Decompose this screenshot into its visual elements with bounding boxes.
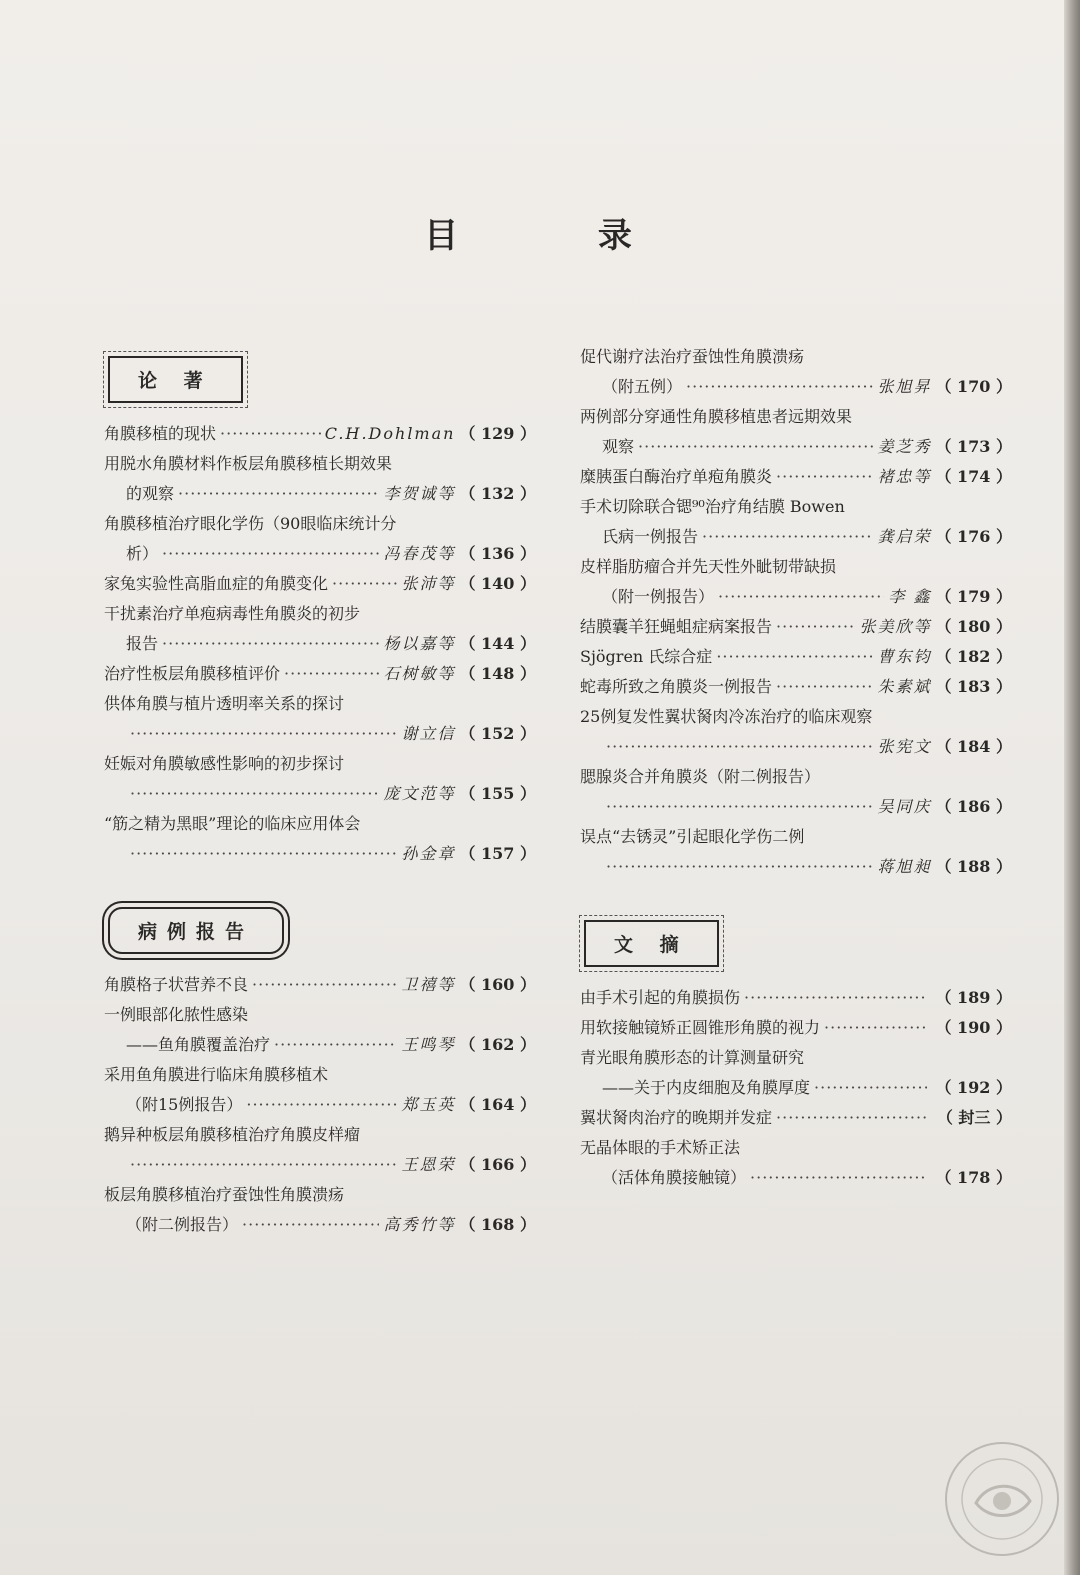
- entry-page-number: （ 186 ）: [935, 797, 1012, 816]
- entry-title: 板层角膜移植治疗蚕蚀性角膜溃疡: [104, 1185, 345, 1204]
- leader-dots: [162, 539, 379, 569]
- entry-page-number: （ 148 ）: [459, 664, 536, 683]
- entry-page-number: （ 129 ）: [459, 424, 536, 443]
- entry-author: 龚启荣: [877, 527, 932, 546]
- entry-title: （附一例报告）: [602, 587, 715, 606]
- toc-entry-line: [580, 612, 1012, 642]
- entry-author: 褚忠等: [877, 467, 932, 486]
- toc-entry-line: [580, 1013, 1012, 1043]
- entry-title: ——鱼角膜覆盖治疗: [126, 1035, 271, 1054]
- entry-title: 手术切除联合锶⁹⁰治疗角结膜 Bowen: [580, 497, 845, 516]
- toc-entry-line: [580, 642, 1012, 672]
- entry-author: 张沛等: [401, 574, 456, 593]
- section-heading: 文 摘: [584, 920, 719, 967]
- entry-page-number: （ 140 ）: [459, 574, 536, 593]
- leader-dots: [162, 629, 379, 659]
- entry-page-number: （ 184 ）: [935, 737, 1012, 756]
- toc-entry-line: [580, 432, 1012, 462]
- entry-title: 误点“去锈灵”引起眼化学伤二例: [580, 827, 805, 846]
- entry-title: 皮样脂肪瘤合并先天性外眦韧带缺损: [580, 557, 837, 576]
- entry-title: 用软接触镜矫正圆锥形角膜的视力: [580, 1018, 821, 1037]
- entry-page-number: （ 164 ）: [459, 1095, 536, 1114]
- toc-entry-line: [580, 552, 1012, 582]
- toc-entry-line: [104, 1180, 536, 1210]
- entry-title: 25例复发性翼状胬肉冷冻治疗的临床观察: [580, 707, 873, 726]
- entry-title: 家兔实验性高脂血症的角膜变化: [104, 574, 329, 593]
- entry-title: 翼状胬肉治疗的晚期并发症: [580, 1108, 773, 1127]
- toc-entry-line: [580, 1163, 1012, 1193]
- toc-entry-line: [104, 839, 536, 869]
- toc-entry[interactable]: [104, 749, 536, 809]
- leader-dots: [776, 612, 855, 642]
- toc-entry[interactable]: [580, 492, 1012, 552]
- toc-entry[interactable]: [580, 1043, 1012, 1103]
- toc-entry[interactable]: [580, 672, 1012, 702]
- toc-entry-line: [580, 402, 1012, 432]
- entry-author: 姜芝秀: [877, 437, 932, 456]
- leader-dots: [130, 1150, 397, 1180]
- toc-entry-line: [104, 779, 536, 809]
- leader-dots: [718, 582, 884, 612]
- toc-entry[interactable]: [104, 419, 536, 449]
- entry-title: 报告: [126, 634, 159, 653]
- toc-section: [104, 903, 536, 1240]
- entry-page-number: （ 188 ）: [935, 857, 1012, 876]
- section-gap: [580, 882, 1012, 916]
- leader-dots: [332, 569, 397, 599]
- entry-title: 结膜囊羊狂蝇蛆症病案报告: [580, 617, 773, 636]
- entry-title: 干扰素治疗单疱病毒性角膜炎的初步: [104, 604, 361, 623]
- leader-dots: [824, 1013, 927, 1043]
- entry-page-number: （ 162 ）: [459, 1035, 536, 1054]
- entry-title: 妊娠对角膜敏感性影响的初步探讨: [104, 754, 345, 773]
- leader-dots: [130, 839, 397, 869]
- toc-entry[interactable]: [580, 1013, 1012, 1043]
- toc-entry-line: [104, 539, 536, 569]
- entry-page-number: （ 155 ）: [459, 784, 536, 803]
- entry-author: 石树敏等: [383, 664, 456, 683]
- leader-dots: [716, 642, 873, 672]
- page-edge: [1064, 0, 1080, 1575]
- entry-author: 朱素斌: [877, 677, 932, 696]
- entry-title: 的观察: [126, 484, 175, 503]
- toc-entry[interactable]: [580, 642, 1012, 672]
- toc-entry-line: [104, 1090, 536, 1120]
- entry-page-number: （ 174 ）: [935, 467, 1012, 486]
- entry-title: 无晶体眼的手术矫正法: [580, 1138, 741, 1157]
- toc-entry[interactable]: [104, 509, 536, 569]
- entry-title: 鹅异种板层角膜移植治疗角膜皮样瘤: [104, 1125, 361, 1144]
- leader-dots: [242, 1210, 379, 1240]
- toc-entry[interactable]: [580, 983, 1012, 1013]
- toc-entry-line: [104, 689, 536, 719]
- entry-title: 氏病一例报告: [602, 527, 699, 546]
- entry-title: （附15例报告）: [126, 1095, 243, 1114]
- leader-dots: [750, 1163, 927, 1193]
- entry-title: 两例部分穿通性角膜移植患者远期效果: [580, 407, 853, 426]
- toc-entry-line: [104, 719, 536, 749]
- toc-entry-line: [580, 1133, 1012, 1163]
- toc-entry[interactable]: [580, 402, 1012, 462]
- leader-dots: [606, 852, 873, 882]
- entry-page-number: （ 178 ）: [935, 1168, 1012, 1187]
- entry-author: 王鸣琴: [401, 1035, 456, 1054]
- entry-author: 冯春茂等: [383, 544, 456, 563]
- left-column: [104, 352, 536, 1240]
- entry-page-number: （ 144 ）: [459, 634, 536, 653]
- entry-page-number: （ 132 ）: [459, 484, 536, 503]
- entry-author: 曹东钧: [877, 647, 932, 666]
- entry-author: 蒋旭昶: [877, 857, 932, 876]
- toc-entry[interactable]: [580, 1103, 1012, 1133]
- entry-author: 杨以嘉等: [383, 634, 456, 653]
- toc-entry-line: [580, 762, 1012, 792]
- toc-entry-line: [580, 582, 1012, 612]
- toc-entry-line: [104, 569, 536, 599]
- entry-title: 青光眼角膜形态的计算测量研究: [580, 1048, 805, 1067]
- leader-dots: [776, 1103, 929, 1133]
- entry-title: 采用鱼角膜进行临床角膜移植术: [104, 1065, 329, 1084]
- entry-title: 腮腺炎合并角膜炎（附二例报告）: [580, 767, 821, 786]
- entry-title: （附二例报告）: [126, 1215, 239, 1234]
- leader-dots: [178, 479, 379, 509]
- toc-entry-line: [580, 492, 1012, 522]
- entry-title: Sjögren 氏综合症: [580, 647, 713, 666]
- entry-page-number: （ 190 ）: [935, 1018, 1012, 1037]
- entry-page-number: （ 170 ）: [935, 377, 1012, 396]
- entry-title: （活体角膜接触镜）: [602, 1168, 747, 1187]
- leader-dots: [246, 1090, 397, 1120]
- toc-section: [580, 342, 1012, 882]
- toc-entry[interactable]: [580, 342, 1012, 402]
- toc-entry-line: [104, 749, 536, 779]
- toc-entry[interactable]: [104, 599, 536, 659]
- entry-author: 卫禧等: [401, 975, 456, 994]
- entry-author: 孙金章: [401, 844, 456, 863]
- toc-entry[interactable]: [104, 1180, 536, 1240]
- toc-entry-line: [580, 1073, 1012, 1103]
- toc-entry-line: [580, 522, 1012, 552]
- section-gap: [104, 869, 536, 903]
- leader-dots: [274, 1030, 397, 1060]
- entry-title: （附五例）: [602, 377, 683, 396]
- toc-section: [104, 352, 536, 869]
- toc-entry[interactable]: [580, 612, 1012, 642]
- entry-title: 析）: [126, 544, 159, 563]
- entry-title: 用脱水角膜材料作板层角膜移植长期效果: [104, 454, 393, 473]
- entry-title: 观察: [602, 437, 635, 456]
- toc-entry-line: [580, 792, 1012, 822]
- entry-page-number: （ 封三 ）: [936, 1108, 1012, 1127]
- toc-entry-line: [580, 852, 1012, 882]
- entry-page-number: （ 173 ）: [935, 437, 1012, 456]
- leader-dots: [814, 1073, 927, 1103]
- toc-entry-line: [104, 1030, 536, 1060]
- toc-entry-line: [580, 983, 1012, 1013]
- entry-page-number: （ 136 ）: [459, 544, 536, 563]
- section-heading: 论 著: [108, 356, 243, 403]
- leader-dots: [252, 970, 397, 1000]
- toc-entry-line: [104, 1150, 536, 1180]
- leader-dots: [284, 659, 379, 689]
- entry-page-number: （ 180 ）: [935, 617, 1012, 636]
- entry-author: 李贺诚等: [383, 484, 456, 503]
- toc-entry-line: [580, 732, 1012, 762]
- museum-seal-watermark: [942, 1439, 1062, 1559]
- toc-entry[interactable]: [580, 702, 1012, 762]
- toc-entry-line: [104, 1000, 536, 1030]
- toc-entry[interactable]: [104, 1120, 536, 1180]
- entry-page-number: （ 168 ）: [459, 1215, 536, 1234]
- entry-author: C.H.Dohlman: [324, 424, 456, 443]
- toc-entry[interactable]: [104, 809, 536, 869]
- entry-title: 一例眼部化脓性感染: [104, 1005, 249, 1024]
- toc-entry-line: [104, 1210, 536, 1240]
- toc-entry[interactable]: [104, 970, 536, 1000]
- toc-entry[interactable]: [104, 569, 536, 599]
- toc-entry-line: [580, 342, 1012, 372]
- entry-author: 谢立信: [401, 724, 456, 743]
- toc-entry[interactable]: [580, 822, 1012, 882]
- entry-page-number: （ 152 ）: [459, 724, 536, 743]
- entry-author: 高秀竹等: [383, 1215, 456, 1234]
- toc-entry[interactable]: [104, 1000, 536, 1060]
- toc-entry-line: [104, 449, 536, 479]
- leader-dots: [606, 732, 873, 762]
- right-column: [580, 342, 1012, 1193]
- toc-entry-line: [580, 702, 1012, 732]
- toc-entry[interactable]: [580, 762, 1012, 822]
- toc-entry[interactable]: [580, 1133, 1012, 1193]
- toc-entry[interactable]: [104, 689, 536, 749]
- entry-page-number: （ 189 ）: [935, 988, 1012, 1007]
- toc-entry-line: [580, 372, 1012, 402]
- leader-dots: [776, 672, 873, 702]
- page-title: 目 录: [424, 216, 696, 256]
- toc-section: [580, 916, 1012, 1193]
- toc-entry[interactable]: [580, 552, 1012, 612]
- entry-author: 张旭昇: [877, 377, 932, 396]
- entry-author: 王恩荣: [401, 1155, 456, 1174]
- leader-dots: [686, 372, 873, 402]
- entry-title: 供体角膜与植片透明率关系的探讨: [104, 694, 345, 713]
- toc-entry-line: [104, 659, 536, 689]
- toc-entry-line: [580, 1103, 1012, 1133]
- toc-entry-line: [104, 479, 536, 509]
- entry-author: 张美欣等: [859, 617, 932, 636]
- entry-title: 糜胰蛋白酶治疗单疱角膜炎: [580, 467, 773, 486]
- toc-entry[interactable]: [104, 1060, 536, 1120]
- toc-entry-line: [580, 1043, 1012, 1073]
- entry-author: 李 鑫: [888, 587, 932, 606]
- entry-author: 郑玉英: [401, 1095, 456, 1114]
- leader-dots: [744, 983, 927, 1013]
- section-heading: 病例报告: [108, 907, 284, 954]
- toc-entry-line: [580, 672, 1012, 702]
- entry-page-number: （ 179 ）: [935, 587, 1012, 606]
- entry-page-number: （ 182 ）: [935, 647, 1012, 666]
- toc-entry-line: [104, 419, 536, 449]
- toc-entry-line: [580, 822, 1012, 852]
- toc-entry[interactable]: [580, 462, 1012, 492]
- leader-dots: [220, 419, 321, 449]
- entry-page-number: （ 183 ）: [935, 677, 1012, 696]
- entry-title: 促代谢疗法治疗蚕蚀性角膜溃疡: [580, 347, 805, 366]
- leader-dots: [130, 779, 379, 809]
- toc-entry[interactable]: [104, 659, 536, 689]
- entry-title: 蛇毒所致之角膜炎一例报告: [580, 677, 773, 696]
- entry-title: 角膜移植治疗眼化学伤（90眼临床统计分: [104, 514, 397, 533]
- entry-author: 庞文范等: [383, 784, 456, 803]
- toc-entry-line: [104, 1060, 536, 1090]
- toc-entry[interactable]: [104, 449, 536, 509]
- entry-page-number: （ 166 ）: [459, 1155, 536, 1174]
- entry-title: ——关于内皮细胞及角膜厚度: [602, 1078, 811, 1097]
- leader-dots: [638, 432, 873, 462]
- leader-dots: [606, 792, 873, 822]
- entry-author: 吴同庆: [877, 797, 932, 816]
- toc-entry-line: [580, 462, 1012, 492]
- leader-dots: [130, 719, 397, 749]
- toc-entry-line: [104, 970, 536, 1000]
- entry-title: 角膜移植的现状: [104, 424, 217, 443]
- toc-entry-line: [104, 809, 536, 839]
- entry-title: “筋之精为黑眼”理论的临床应用体会: [104, 814, 361, 833]
- entry-title: 治疗性板层角膜移植评价: [104, 664, 281, 683]
- entry-page-number: （ 157 ）: [459, 844, 536, 863]
- entry-title: 角膜格子状营养不良: [104, 975, 249, 994]
- entry-author: 张宪文: [877, 737, 932, 756]
- toc-entry-line: [104, 629, 536, 659]
- leader-dots: [776, 462, 873, 492]
- leader-dots: [702, 522, 873, 552]
- toc-entry-line: [104, 599, 536, 629]
- entry-title: 由手术引起的角膜损伤: [580, 988, 741, 1007]
- entry-page-number: （ 176 ）: [935, 527, 1012, 546]
- entry-page-number: （ 192 ）: [935, 1078, 1012, 1097]
- toc-entry-line: [104, 1120, 536, 1150]
- entry-page-number: （ 160 ）: [459, 975, 536, 994]
- toc-entry-line: [104, 509, 536, 539]
